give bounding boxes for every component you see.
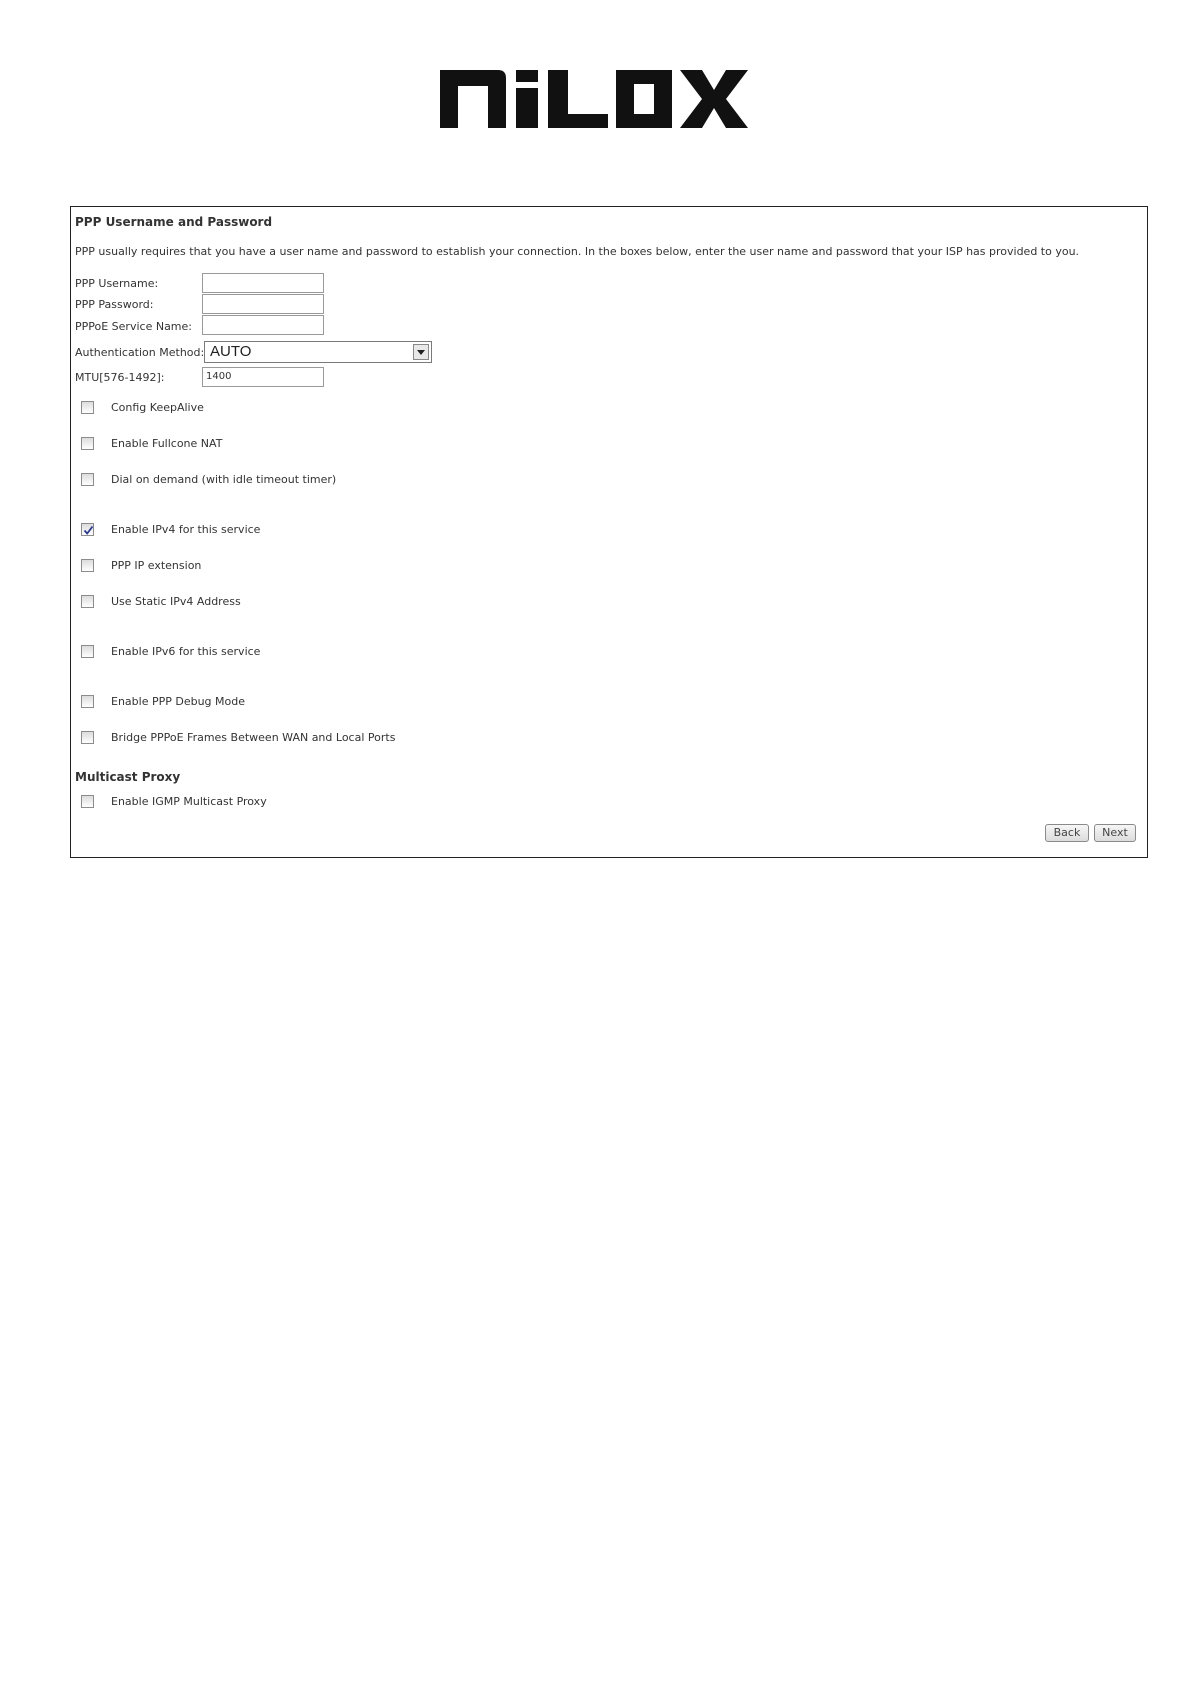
multicast-section-title: Multicast Proxy: [75, 770, 181, 784]
bridge-pppoe-label: Bridge PPPoE Frames Between WAN and Local Ports: [111, 731, 396, 744]
keepalive-checkbox[interactable]: [81, 401, 94, 414]
auth-method-value: AUTO: [210, 343, 252, 360]
mtu-label: MTU[576-1492]:: [75, 371, 165, 384]
fullcone-nat-label: Enable Fullcone NAT: [111, 437, 223, 450]
checkmark-icon: [82, 524, 95, 537]
enable-ipv6-checkbox[interactable]: [81, 645, 94, 658]
enable-ipv4-label: Enable IPv4 for this service: [111, 523, 261, 536]
ppp-settings-panel: [70, 206, 1148, 858]
password-label: PPP Password:: [75, 298, 154, 311]
dial-on-demand-label: Dial on demand (with idle timeout timer): [111, 473, 337, 486]
enable-ipv4-checkbox[interactable]: [81, 523, 94, 536]
bridge-pppoe-checkbox[interactable]: [81, 731, 94, 744]
mtu-input[interactable]: 1400: [202, 367, 324, 387]
igmp-proxy-label: Enable IGMP Multicast Proxy: [111, 795, 267, 808]
ppp-ip-extension-label: PPP IP extension: [111, 559, 202, 572]
auth-method-label: Authentication Method:: [75, 346, 205, 359]
ppp-debug-label: Enable PPP Debug Mode: [111, 695, 246, 708]
username-input[interactable]: [202, 273, 324, 293]
static-ipv4-checkbox[interactable]: [81, 595, 94, 608]
username-label: PPP Username:: [75, 277, 159, 290]
service-name-input[interactable]: [202, 315, 324, 335]
service-name-label: PPPoE Service Name:: [75, 320, 192, 333]
ppp-debug-checkbox[interactable]: [81, 695, 94, 708]
password-input[interactable]: [202, 294, 324, 314]
next-button[interactable]: Next: [1094, 824, 1136, 842]
igmp-proxy-checkbox[interactable]: [81, 795, 94, 808]
chevron-down-icon[interactable]: [413, 344, 429, 360]
keepalive-label: Config KeepAlive: [111, 401, 204, 414]
auth-method-select[interactable]: [204, 341, 432, 363]
page-title: PPP Username and Password: [75, 215, 273, 229]
back-button[interactable]: Back: [1045, 824, 1089, 842]
nilox-logo-graphic: [440, 68, 750, 130]
page-description: PPP usually requires that you have a user name and password to establish your connection. In the boxes below, enter the user name and password that your ISP has provided to you.: [75, 245, 1080, 258]
ppp-ip-extension-checkbox[interactable]: [81, 559, 94, 572]
dial-on-demand-checkbox[interactable]: [81, 473, 94, 486]
fullcone-nat-checkbox[interactable]: [81, 437, 94, 450]
static-ipv4-label: Use Static IPv4 Address: [111, 595, 241, 608]
enable-ipv6-label: Enable IPv6 for this service: [111, 645, 261, 658]
nilox-logo: [440, 68, 750, 130]
